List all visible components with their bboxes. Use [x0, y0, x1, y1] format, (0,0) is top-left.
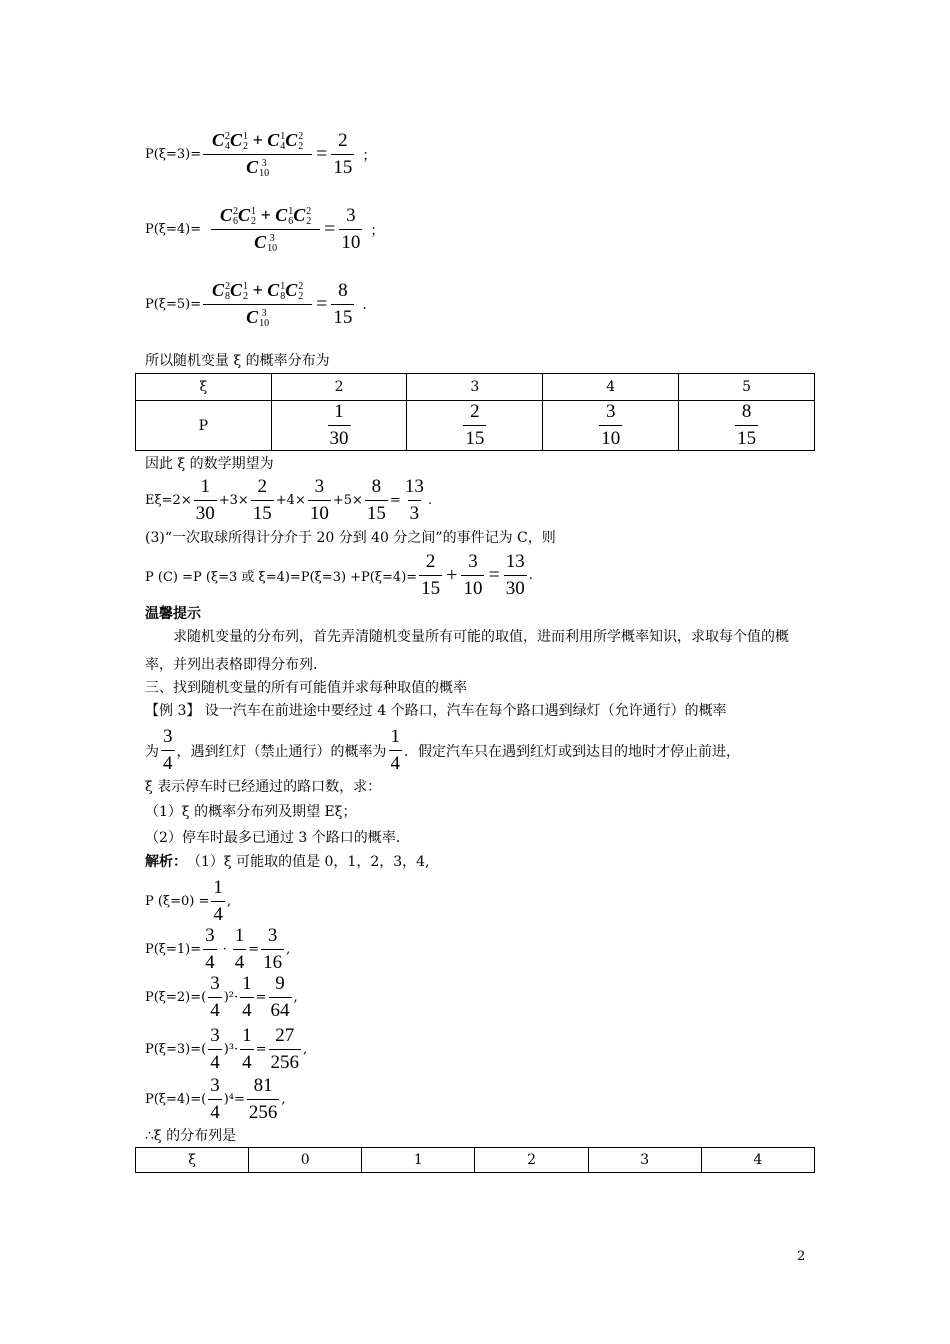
expect-intro: 因此 ξ 的数学期望为 [145, 456, 274, 472]
table-header-cell: 4 [701, 1148, 814, 1173]
table-header-cell: 2 [271, 374, 407, 401]
example-3-question-2: （2）停车时最多已通过 3 个路口的概率. [145, 830, 401, 846]
therefore-line: ∴ξ 的分布列是 [145, 1128, 237, 1144]
prob-line-xi5: P(ξ=5)= C 2 8 C 1 2 + C 1 8 C 2 2 C 3 10 = $\frac{8}{15}$ . [145, 280, 367, 329]
distribution-table-1 [135, 373, 815, 451]
result-fraction: $\frac{8}{15}$ [333, 280, 353, 328]
solution-line: 解析： （1）ξ 可能取的值是 0，1，2，3，4, [145, 854, 430, 870]
table-row-label: P [136, 401, 272, 451]
table-cell: $\frac{3}{10}$ [543, 401, 679, 451]
tip-body: 求随机变量的分布列，首先弄清随机变量所有可能的取值，进而利用所学概率知识，求取每个值的概率，并列出表格即得分布列. [145, 629, 789, 673]
prob-line-xi4: P(ξ=4)= C 2 6 C 1 2 + C 1 6 C 2 2 C 3 10 = $\frac{3}{10}$ ； [145, 205, 385, 254]
expectation-line: Eξ=2× $\frac{1}{30}$ +3× $\frac{2}{15}$ +4× $\frac{3}{10}$ +5× $\frac{8}{15}$ = $\frac{13}{3}$ . [145, 476, 432, 524]
table-cell: $\frac{2}{15}$ [407, 401, 543, 451]
example-3-question-1: （1）ξ 的概率分布列及期望 Eξ； [145, 804, 357, 820]
table-header-cell: 5 [679, 374, 815, 401]
tip-title: 温馨提示 [145, 606, 201, 622]
prob-label: P(ξ=3)= [145, 147, 202, 162]
p1-line: P(ξ=1)= $\frac{3}{4}$ · $\frac{1}{4}$ = $\frac{3}{16}$ , [145, 925, 291, 973]
table-header-cell: 1 [362, 1148, 475, 1173]
table-cell: $\frac{1}{30}$ [271, 401, 407, 451]
prob-label: P(ξ=4)= [145, 222, 202, 237]
comb-fraction: C 2 4 C 1 2 + C 1 4 C 2 2 C 3 10 [203, 130, 312, 179]
pc-line: P (C) =P (ξ=3 或 ξ=4)=P(ξ=3) +P(ξ=4)= $\frac{2}{15}$ + $\frac{3}{10}$ = $\frac{13}{30}$ . [145, 551, 533, 599]
p0-line: P (ξ=0) = $\frac{1}{4}$ , [145, 877, 232, 925]
p4-line: P(ξ=4)=( $\frac{3}{4}$ )⁴= $\frac{81}{256}$ , [145, 1075, 286, 1123]
example-3-line-3: ξ 表示停车时已经通过的路口数，求： [145, 779, 382, 795]
result-fraction: $\frac{2}{15}$ [333, 130, 353, 178]
result-fraction: $\frac{3}{10}$ [341, 205, 361, 253]
table-cell: $\frac{8}{15}$ [679, 401, 815, 451]
distribution-table-2 [135, 1147, 815, 1173]
table-header-cell: 3 [588, 1148, 701, 1173]
example-3-line-1: 【例 3】 设一汽车在前进途中要经过 4 个路口，汽车在每个路口遇到绿灯（允许通行）的概率 [145, 703, 727, 719]
table-header-cell: 0 [249, 1148, 362, 1173]
p3-line: P(ξ=3)=( $\frac{3}{4}$ )³· $\frac{1}{4}$ = $\frac{27}{256}$ , [145, 1025, 308, 1073]
p2-line: P(ξ=2)=( $\frac{3}{4}$ )²· $\frac{1}{4}$ = $\frac{9}{64}$ , [145, 973, 298, 1021]
prob-line-xi3: P(ξ=3)= C 2 4 C 1 2 + C 1 4 C 2 2 C 3 10 = $\frac{2}{15}$ ； [145, 130, 377, 179]
prob-label: P(ξ=5)= [145, 297, 202, 312]
part3-text: (3)“一次取球所得计分介于 20 分到 40 分之间”的事件记为 C，则 [145, 530, 556, 546]
comb-fraction: C 2 8 C 1 2 + C 1 8 C 2 2 C 3 10 [203, 280, 312, 329]
section-3-heading: 三、找到随机变量的所有可能值并求每种取值的概率 [145, 680, 467, 696]
page-number: 2 [797, 1249, 806, 1264]
table-header-cell: 4 [543, 374, 679, 401]
table-header-cell: 2 [475, 1148, 588, 1173]
example-3-line-2: 为 $\frac{3}{4}$ ，遇到红灯（禁止通行）的概率为 $\frac{1}{4}$ ．假定汽车只在遇到红灯或到达目的地时才停止前进， [145, 726, 740, 774]
table-header-cell: ξ [136, 374, 272, 401]
comb-fraction: C 2 6 C 1 2 + C 1 6 C 2 2 C 3 10 [211, 205, 320, 254]
dist-intro: 所以随机变量 ξ 的概率分布为 [145, 353, 330, 369]
table-header-cell: ξ [136, 1148, 249, 1173]
table-header-cell: 3 [407, 374, 543, 401]
